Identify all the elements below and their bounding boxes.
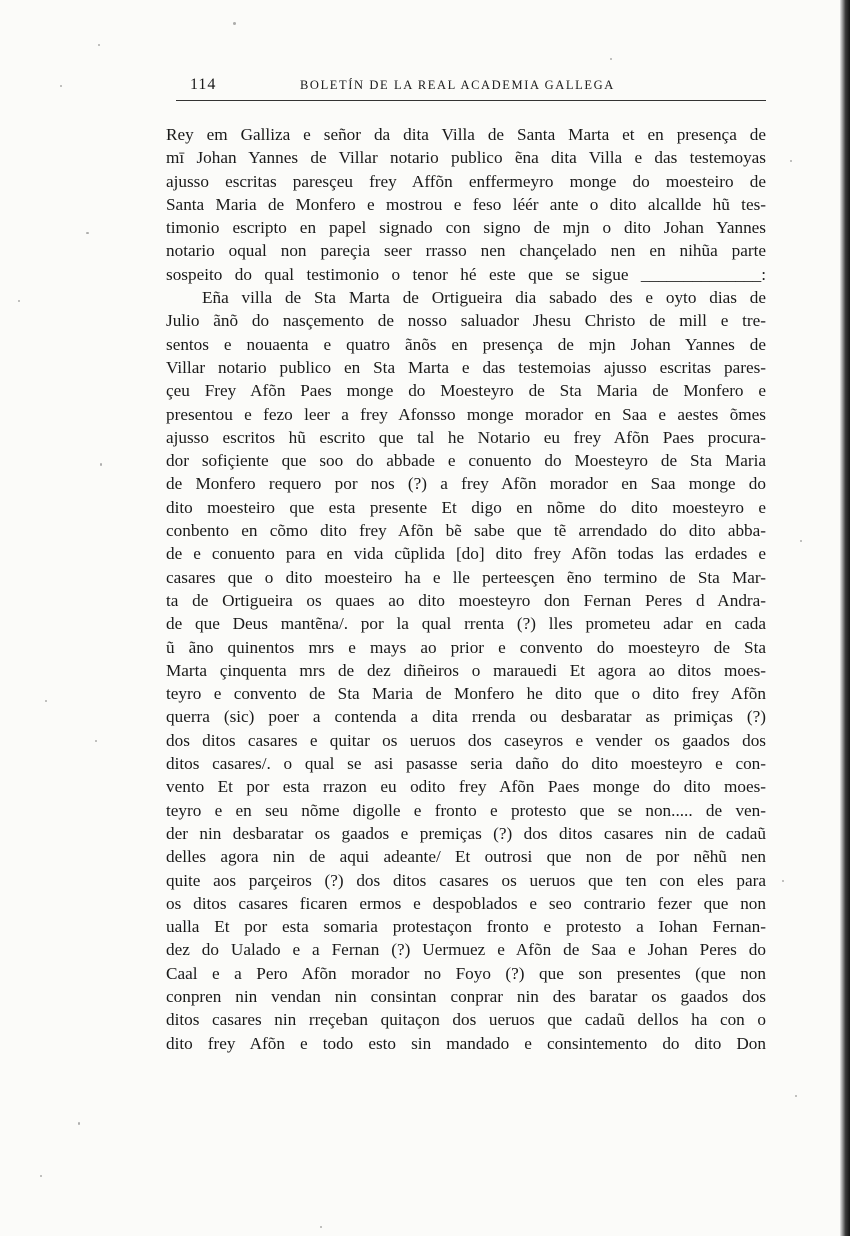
- text-line: delles agora nin de aqui adeante/ Et outrosi que non de por nẽhũ nen: [166, 847, 766, 867]
- text-line: Santa Maria de Monfero e mostrou e feso léér ante o dito alcallde hũ tes-: [166, 194, 766, 214]
- text-line: sospeito do qual testimonio o tenor hé este que se sigue ______________:: [166, 264, 766, 284]
- text-line: teyro e convento de Sta Maria de Monfero he dito que o dito frey Afõn: [166, 684, 766, 704]
- text-line: de que Deus mantẽna/. por la qual rrenta (?) lles prometeu adar en cada: [166, 614, 766, 634]
- text-line: vento Et por esta rrazon eu odito frey Afõn Paes monge do dito moes-: [166, 777, 766, 797]
- text-line: ũ ãno quinentos mrs e mays ao prior e convento do moesteyro de Sta: [166, 637, 766, 657]
- scan-speckle: [782, 880, 784, 882]
- text-line: Rey em Galliza e señor da dita Villa de Santa Marta et en presença de: [166, 125, 766, 144]
- text-line: dos ditos casares e quitar os ueruos dos caseyros e vender os gaados dos: [166, 730, 766, 750]
- text-line: dez do Ualado e a Fernan (?) Uermuez e Afõn de Saa e Johan Peres do: [166, 940, 766, 960]
- scan-speckle: [18, 300, 20, 302]
- text-line: teyro e en seu nõme digolle e fronto e protesto que se non..... de ven-: [166, 800, 766, 820]
- text-line: presentou e fezo leer a frey Afonsso monge morador en Saa e aestes õmes: [166, 404, 766, 424]
- text-line: notario oqual non pareçia seer rrasso nen chançelado nen en nihũa parte: [166, 241, 766, 261]
- text-line: dito frey Afõn e todo esto sin mandado e consintemento do dito Don: [166, 1033, 766, 1053]
- scan-speckle: [45, 700, 47, 702]
- running-title: BOLETÍN DE LA REAL ACADEMIA GALLEGA: [300, 78, 615, 92]
- scan-speckle: [95, 740, 97, 742]
- text-line: Eña villa de Sta Marta de Ortigueira dia sabado des e oyto dias de: [202, 288, 766, 308]
- text-line: de Monfero requero por nos (?) a frey Afõn morador en Saa monge do: [166, 474, 766, 494]
- scan-speckle: [795, 1095, 797, 1097]
- text-line: os ditos casares ficaren ermos e despoblados e seo contrario fezer que non: [166, 893, 766, 913]
- text-line: Julio ãnõ do nasçemento de nosso saluador Jhesu Christo de mill e tre-: [166, 311, 766, 331]
- text-line: mī Johan Yannes de Villar notario publico ẽna dita Villa e das testemoyas: [166, 148, 766, 168]
- scan-speckle: [98, 44, 100, 46]
- scan-speckle: [320, 1226, 322, 1228]
- header-rule: [176, 100, 766, 101]
- text-line: çeu Frey Afõn Paes monge do Moesteyro de Sta Maria de Monfero e: [166, 381, 766, 401]
- text-line: Caal e a Pero Afõn morador no Foyo (?) que son presentes (que non: [166, 963, 766, 983]
- text-line: sentos e nouaenta e quatro ãnõs en presença de mjn Johan Yannes de: [166, 334, 766, 354]
- text-line: ajusso escritos hũ escrito que tal he Notario eu frey Afõn Paes procura-: [166, 427, 766, 447]
- text-line: ditos casares/. o qual se asi pasasse seria daño do dito moesteyro e con-: [166, 754, 766, 774]
- text-line: timonio escripto en papel signado con signo de mjn o dito Johan Yannes: [166, 218, 766, 238]
- page-edge-shadow: [840, 0, 850, 1236]
- text-line: Villar notario publico en Sta Marta e das testemoias ajusso escritas pares-: [166, 357, 766, 377]
- scan-speckle: [610, 58, 612, 60]
- scan-speckle: [800, 540, 802, 542]
- text-line: conpren nin vendan nin consintan conprar nin des baratar os gaados dos: [166, 986, 766, 1006]
- scan-speckle: [86, 232, 89, 234]
- document-body: [166, 123, 766, 1055]
- text-line: Marta çinquenta mrs de dez diñeiros o marauedi Et agora ao ditos moes-: [166, 660, 766, 680]
- text-line: querra (sic) poer a contenda a dita rrenda ou desbaratar as primiças (?): [166, 707, 766, 727]
- text-line: conbento en cõmo dito frey Afõn bẽ sabe que tẽ arrendado do dito abba-: [166, 521, 766, 541]
- scan-speckle: [100, 463, 102, 466]
- text-line: casares que o dito moesteiro ha e lle perteesçen ẽno termino de Sta Mar-: [166, 567, 766, 587]
- scan-speckle: [790, 160, 792, 162]
- text-line: ta de Ortigueira os quaes ao dito moesteyro don Fernan Peres d Andra-: [166, 590, 766, 610]
- text-line: der nin desbaratar os gaados e premiças (?) dos ditos casares nin de cadaũ: [166, 823, 766, 843]
- scan-speckle: [78, 1122, 80, 1125]
- text-line: ditos casares nin rreçeban quitaçon dos ueruos que cadaũ dellos ha con o: [166, 1010, 766, 1030]
- text-line: ualla Et por esta somaria protestaçon fronto e protesto a Iohan Fernan-: [166, 917, 766, 937]
- text-line: dito moesteiro que esta presente Et digo en nõme do dito moesteyro e: [166, 497, 766, 517]
- text-line: dor sofiçiente que soo do abbade e conuento do Moesteyro de Sta Maria: [166, 451, 766, 471]
- scan-speckle: [60, 85, 62, 87]
- scan-speckle: [233, 22, 236, 25]
- page-number: 114: [190, 76, 217, 93]
- text-line: quite aos parçeiros (?) dos ditos casares os ueruos que ten con eles para: [166, 870, 766, 890]
- scan-speckle: [40, 1175, 42, 1177]
- page-header: [190, 76, 765, 98]
- text-line: de e conuento para en vida cũplida [do] dito frey Afõn todas las erdades e: [166, 544, 766, 564]
- text-line: ajusso escritas paresçeu frey Affõn enffermeyro monge do moesteiro de: [166, 171, 766, 191]
